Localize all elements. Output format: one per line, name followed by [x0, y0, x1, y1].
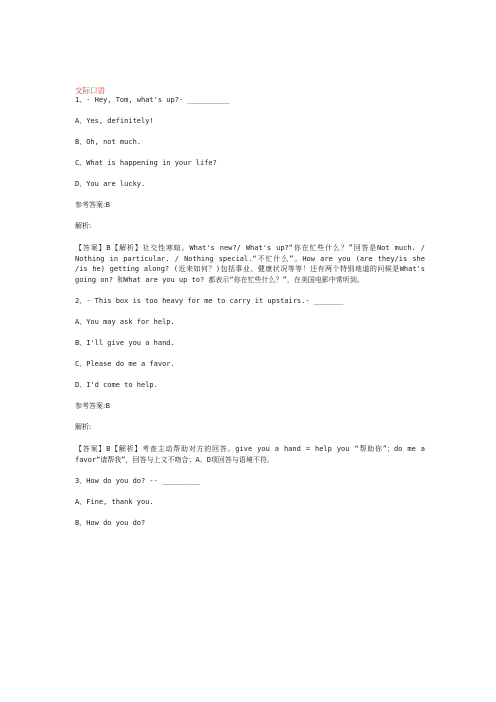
- question-2-analysis: 【答案】B【解析】考查主动帮助对方的回答。give you a hand = help you “帮助你”；do me a favor“请帮我”，回答与上文不吻合；A、D项回答与语境不符。: [75, 445, 425, 464]
- question-1-option-d: D、You are lucky.: [75, 180, 146, 188]
- question-3-option-b: B、How do you do?: [75, 519, 146, 527]
- question-2-option-a: A、You may ask for help.: [75, 318, 175, 326]
- question-1-answer: 参考答案:B: [75, 201, 111, 209]
- question-2-analysis-label: 解析:: [75, 423, 92, 431]
- question-2-option-c: C、Please do me a favor.: [75, 360, 175, 368]
- question-2-answer: 参考答案:B: [75, 402, 111, 410]
- question-1-option-c: C、What is happening in your life?: [75, 159, 217, 167]
- question-3-option-a: A、Fine, thank you.: [75, 498, 154, 506]
- question-3-stem: 3、How do you do? -- _________: [75, 477, 201, 485]
- question-2-stem: 2、- This box is too heavy for me to carry it upstairs.- _______: [75, 297, 344, 305]
- question-1-analysis-label: 解析:: [75, 222, 92, 230]
- question-1-analysis: 【答案】B【解析】社交性寒暄。What's new?/ What's up?“你在忙些什么？”回答是Not much. / Nothing in particular. / Nothing special.“不忙什么”。How are you (are they/is she /is he) getting along? (近来如何？)包括事业、健康状况等等！还有两个特别地道的问候是What's going on? 和What are you up to? 都表示“你在忙些什么？”，在美国电影中常听到。: [75, 244, 425, 284]
- document-content: [75, 86, 425, 540]
- question-2-option-b: B、I'll give you a hand.: [75, 339, 175, 347]
- question-1-option-a: A、Yes, definitely!: [75, 117, 154, 125]
- question-1-option-b: B、Oh, not much.: [75, 138, 142, 146]
- section-title: 交际口语: [75, 86, 105, 95]
- question-2-option-d: D、I'd come to help.: [75, 381, 158, 389]
- question-1-stem: 1、- Hey, Tom, what's up?- __________: [75, 96, 230, 104]
